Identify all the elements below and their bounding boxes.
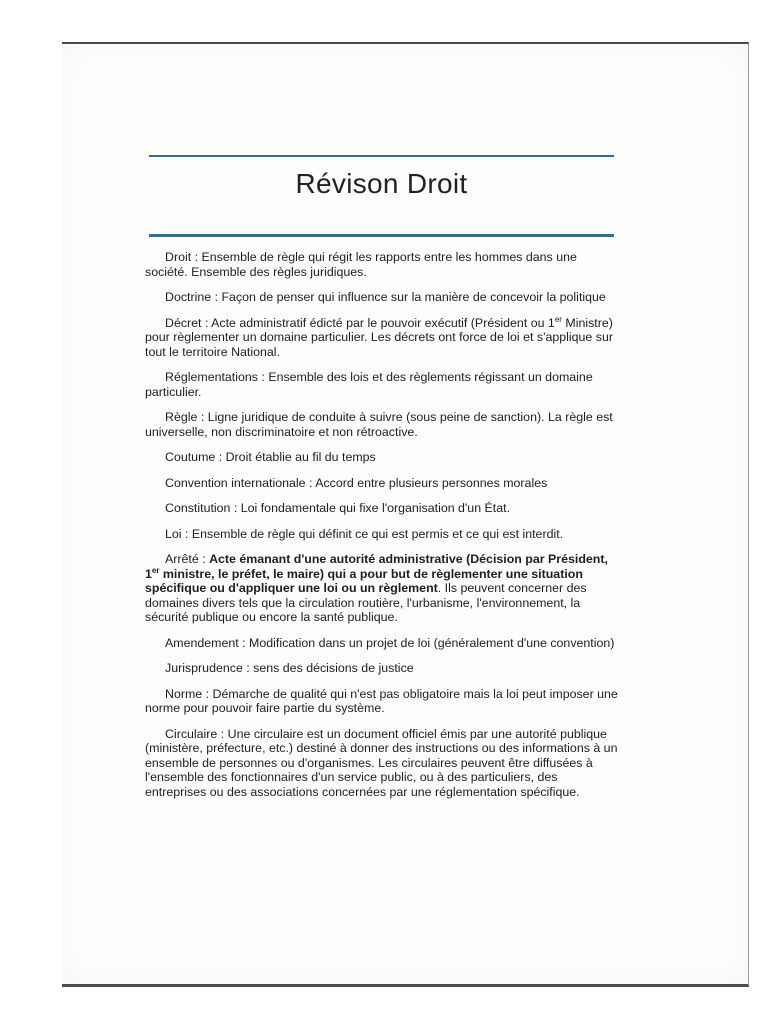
definitions-list	[145, 250, 620, 810]
definition-loi: Loi : Ensemble de règle qui définit ce qui est permis et ce qui est interdit.	[165, 526, 564, 541]
definition-reglementations: Réglementations : Ensemble des lois et des règlements régissant un domaine particulier.	[145, 370, 593, 399]
definition-convention: Convention internationale : Accord entre plusieurs personnes morales	[165, 475, 548, 490]
term: Arrêté	[165, 552, 199, 566]
definition-amendement: Amendement : Modification dans un projet de loi (généralement d'une convention)	[165, 635, 615, 650]
definition-text: Accord entre plusieurs personnes morales	[315, 475, 548, 490]
definition-text: Ensemble de règle qui définit ce qui est permis et ce qui est interdit.	[191, 526, 564, 541]
term: Doctrine	[165, 290, 212, 304]
term: Amendement	[165, 635, 239, 650]
title-bottom-rule	[149, 234, 614, 237]
term: Loi	[165, 526, 182, 541]
term: Réglementations	[165, 370, 258, 384]
term: Coutume	[165, 450, 216, 464]
definition-arrete: Arrêté : Acte émanant d'une autorité administrative (Décision par Président, 1er ministre, le préfet, le maire) qui a pour but de règlementer une situation spécifique ou d'appliquer une loi ou un règlement. Ils peuvent concerner des domaines divers tels que la circulation routière, l'urbanisme, l'environnement, la sécurité publique ou encore la santé publique.	[145, 552, 608, 624]
superscript: er	[151, 565, 160, 575]
definition-text: Acte administratif édicté par le pouvoir exécutif (Président ou 1	[211, 315, 555, 330]
definition-coutume: Coutume : Droit établie au fil du temps	[165, 450, 376, 464]
term: Circulaire	[165, 726, 218, 741]
term: Constitution	[165, 501, 231, 515]
term: Norme	[165, 686, 203, 701]
term: Convention internationale	[165, 475, 306, 490]
definition-text: Ensemble de règle qui régit les rapports entre les hommes dans une société. Ensemble des règles juridiques.	[145, 250, 577, 279]
term: Droit	[165, 250, 192, 264]
definition-norme: Norme : Démarche de qualité qui n'est pas obligatoire mais la loi peut imposer une norme pour pouvoir faire partie du système.	[145, 686, 618, 715]
title-top-rule	[149, 155, 614, 157]
definition-constitution: Constitution : Loi fondamentale qui fixe l'organisation d'un État.	[165, 501, 511, 515]
definition-decret: Décret : Acte administratif édicté par le pouvoir exécutif (Président ou 1er Ministre) pour règlementer un domaine particulier. Les décrets ont force de loi et s'applique sur tout le territoire National.	[145, 314, 613, 359]
definition-circulaire: Circulaire : Une circulaire est un document officiel émis par une autorité publique (ministère, préfecture, etc.) destiné à donner des instructions ou des informations à un ensemble de personnes ou d'organismes. Les circulaires peuvent être diffusées à l'ensemble des fonctionnaires d'un service public, ou à des particuliers, des entreprises ou des associations concernées par une réglementation spécifique.	[145, 726, 618, 799]
term: Règle	[165, 410, 198, 424]
definition-bold-text: ministre, le préfet, le maire) qui a pour but de règlementer une situation spécifique ou d'appliquer une loi ou un règlement	[145, 566, 583, 595]
definition-bold-text: Acte émanant d'une autorité administrative (Décision par Président, 1	[145, 552, 608, 581]
definition-text: Modification dans un projet de loi (généralement d'une convention)	[249, 635, 615, 650]
definition-droit: Droit : Ensemble de règle qui régit les rapports entre les hommes dans une société. Ensemble des règles juridiques.	[145, 250, 577, 279]
definition-jurisprudence: Jurisprudence : sens des décisions de justice	[165, 661, 414, 675]
definition-text: Loi fondamentale qui fixe l'organisation d'un État.	[240, 501, 511, 515]
page-title: Révison Droit	[295, 168, 468, 199]
definition-text: . Ils peuvent concerner des domaines divers tels que la circulation routière, l'urbanisme, l'environnement, la sécurité publique ou encore la santé publique.	[145, 581, 587, 624]
definition-text: sens des décisions de justice	[253, 661, 414, 675]
definition-text: Ministre) pour règlementer un domaine particulier. Les décrets ont force de loi et s'applique sur tout le territoire National.	[145, 315, 613, 359]
superscript: er	[554, 314, 562, 324]
definition-doctrine: Doctrine : Façon de penser qui influence sur la manière de concevoir la politique	[165, 290, 606, 304]
definition-text: Une circulaire est un document officiel émis par une autorité publique (ministère, préfecture, etc.) destiné à donner des instructions ou des informations à un ensemble de personnes ou d'organismes. Les circulaires peuvent être diffusées à l'ensemble des fonctionnaires d'un service public, ou à des particuliers, des entreprises ou des associations concernées par une réglementation spécifique.	[145, 726, 618, 799]
definition-text: Ensemble des lois et des règlements régissant un domaine particulier.	[145, 370, 593, 399]
definition-text: Démarche de qualité qui n'est pas obligatoire mais la loi peut imposer une norme pour pouvoir faire partie du système.	[145, 686, 618, 715]
definition-text: Façon de penser qui influence sur la manière de concevoir la politique	[221, 290, 606, 304]
term: Décret	[165, 315, 202, 330]
term: Jurisprudence	[165, 661, 243, 675]
definition-text: Ligne juridique de conduite à suivre (sous peine de sanction). La règle est universelle, non discriminatoire et non rétroactive.	[145, 410, 613, 439]
definition-regle: Règle : Ligne juridique de conduite à suivre (sous peine de sanction). La règle est universelle, non discriminatoire et non rétroactive.	[145, 410, 613, 439]
definition-text: Droit établie au fil du temps	[225, 450, 376, 464]
